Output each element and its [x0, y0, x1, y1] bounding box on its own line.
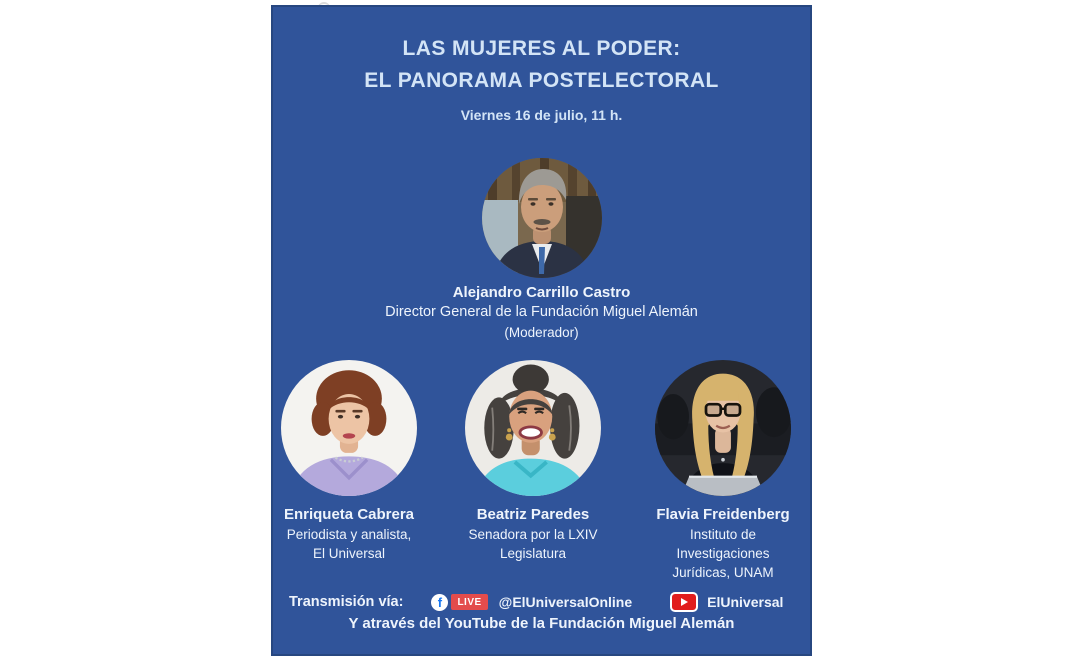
moderator-tag: (Moderador)	[504, 325, 579, 340]
facebook-icon: f	[431, 594, 448, 611]
panelist-photo-enriqueta-cabrera	[281, 360, 417, 496]
moderator-photo	[482, 158, 602, 278]
broadcast-footer: Y através del YouTube de la Fundación Miguel Alemán	[348, 615, 735, 632]
broadcast-bar	[289, 591, 806, 613]
facebook-live-badge: LIVE	[451, 594, 487, 610]
event-poster	[271, 5, 812, 656]
poster-title-line-2: EL PANORAMA POSTELECTORAL	[364, 69, 719, 92]
play-icon	[681, 598, 688, 606]
panelist-card	[633, 360, 813, 582]
panelist-name: Enriqueta Cabrera	[283, 506, 415, 523]
moderator-name: Alejandro Carrillo Castro	[452, 284, 631, 301]
panelist-role-line: El Universal	[312, 546, 386, 561]
panelist-name: Flavia Freidenberg	[656, 506, 790, 523]
panelist-photo-flavia-freidenberg	[655, 360, 791, 496]
panelist-role-line: Instituto de	[689, 527, 757, 542]
moderator-role: Director General de la Fundación Miguel Alemán	[385, 304, 698, 320]
facebook-handle: @ElUniversalOnline	[498, 594, 633, 610]
panelist-role-line: Senadora por la LXIV	[468, 527, 598, 542]
panelist-role-line: Legislatura	[499, 546, 567, 561]
panelist-role-line: Periodista y analista,	[286, 527, 412, 542]
poster-title-line-1: LAS MUJERES AL PODER:	[402, 37, 681, 60]
youtube-handle: ElUniversal	[707, 594, 784, 610]
broadcast-label: Transmisión vía:	[289, 594, 404, 610]
panelist-role-line: Investigaciones	[676, 546, 770, 561]
event-datetime: Viernes 16 de julio, 11 h.	[460, 107, 623, 123]
panelist-name: Beatriz Paredes	[476, 506, 590, 523]
panelist-card	[259, 360, 439, 563]
panelist-role-line: Jurídicas, UNAM	[672, 565, 774, 580]
panelist-photo-beatriz-paredes	[465, 360, 601, 496]
panelist-card	[443, 360, 623, 563]
youtube-icon	[670, 592, 698, 612]
